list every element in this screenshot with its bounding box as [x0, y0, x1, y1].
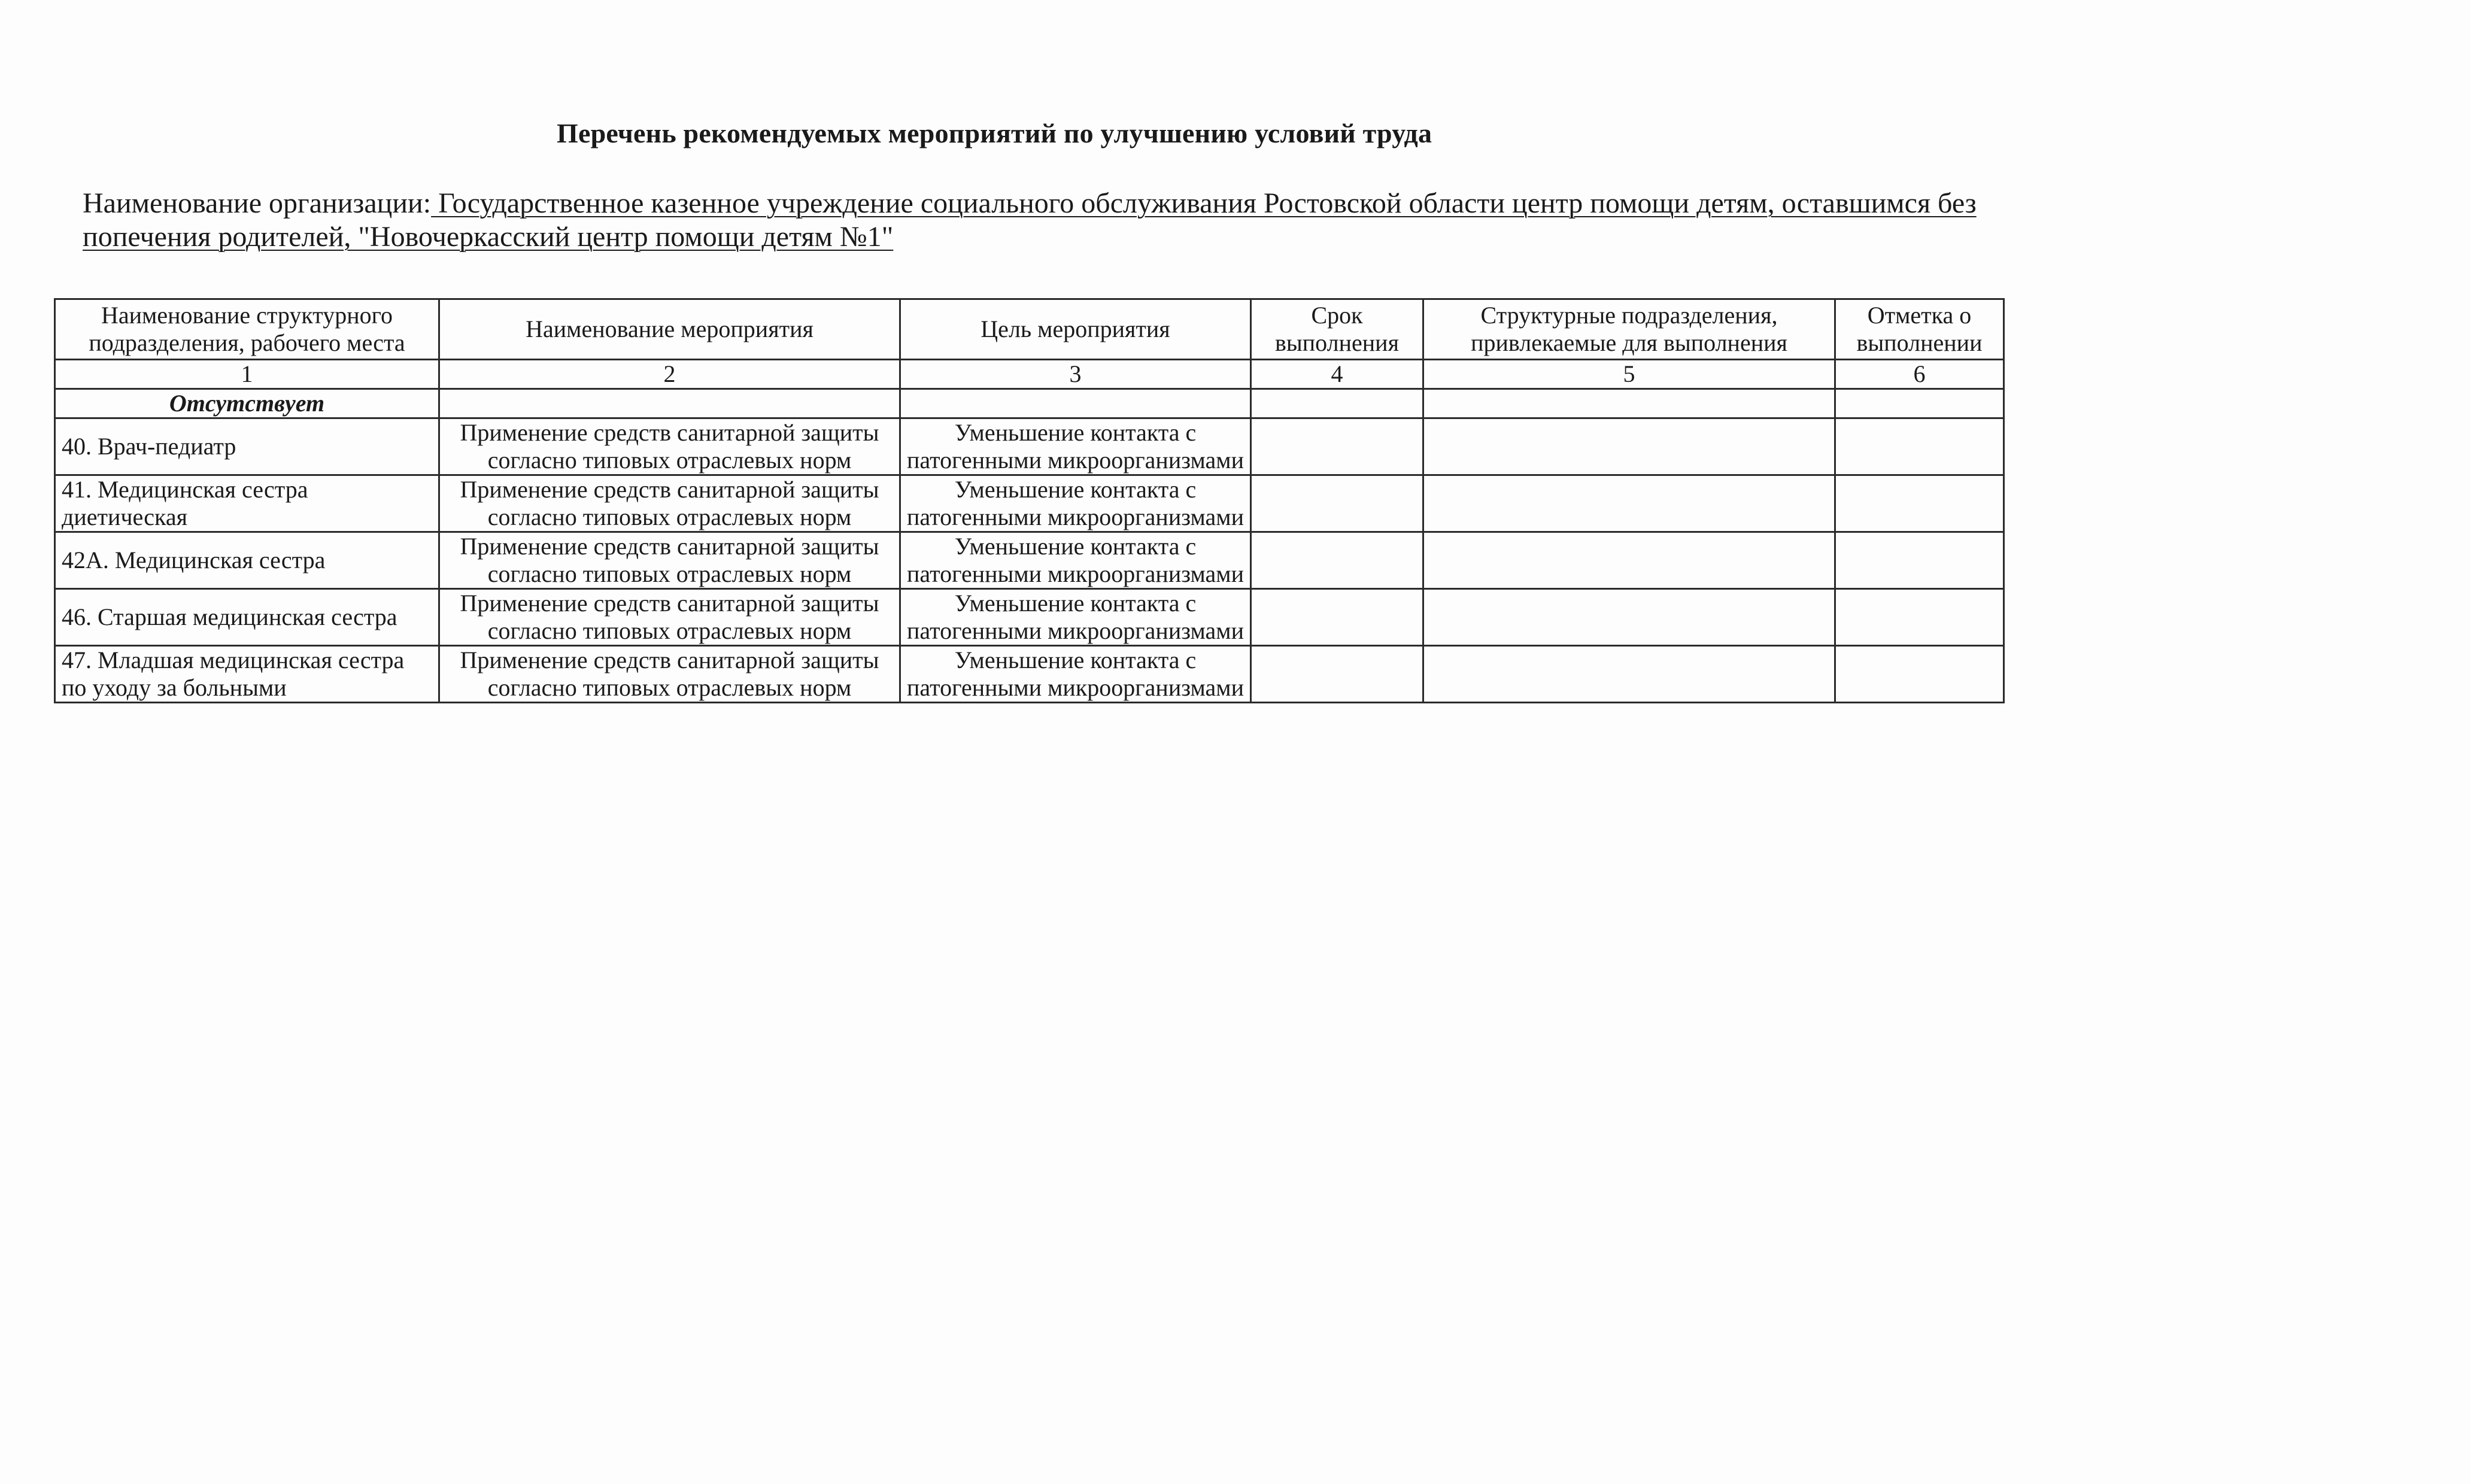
workplace-cell: 47. Младшая медицинская сестра по уходу за больными — [55, 646, 439, 703]
mark-cell — [1835, 589, 2004, 646]
deadline-cell — [1251, 646, 1423, 703]
goal-cell: Уменьшение контакта с патогенными микроорганизмами — [900, 475, 1251, 532]
header-measure: Наименование мероприятия — [439, 299, 900, 360]
measure-cell: Применение средств санитарной защиты согласно типовых отраслевых норм — [439, 646, 900, 703]
column-number: 2 — [439, 360, 900, 389]
organization-block — [83, 187, 1998, 254]
deadline-cell — [1251, 418, 1423, 475]
workplace-cell: 40. Врач-педиатр — [55, 418, 439, 475]
organization-label: Наименование организации: — [83, 187, 432, 219]
mark-cell — [1835, 532, 2004, 589]
header-mark: Отметка о выполнении — [1835, 299, 2004, 360]
units-cell — [1423, 418, 1835, 475]
deadline-cell — [1251, 532, 1423, 589]
column-number: 3 — [900, 360, 1251, 389]
measure-cell: Применение средств санитарной защиты согласно типовых отраслевых норм — [439, 589, 900, 646]
units-cell — [1423, 532, 1835, 589]
goal-cell: Уменьшение контакта с патогенными микроорганизмами — [900, 418, 1251, 475]
table-row — [55, 532, 2004, 589]
header-row — [55, 299, 2004, 360]
measure-cell: Применение средств санитарной защиты согласно типовых отраслевых норм — [439, 532, 900, 589]
table-row — [55, 418, 2004, 475]
section-label: Отсутствует — [55, 389, 439, 418]
goal-cell: Уменьшение контакта с патогенными микроорганизмами — [900, 589, 1251, 646]
workplace-cell: 42А. Медицинская сестра — [55, 532, 439, 589]
goal-cell: Уменьшение контакта с патогенными микроорганизмами — [900, 532, 1251, 589]
organization-name: Государственное казенное учреждение социального обслуживания Ростовской области центр помощи детям, оставшимся без попечения родителей, "Новочеркасский центр помощи детям №1" — [83, 187, 1977, 253]
units-cell — [1423, 589, 1835, 646]
table-row — [55, 475, 2004, 532]
deadline-cell — [1251, 589, 1423, 646]
table-row — [55, 646, 2004, 703]
goal-cell: Уменьшение контакта с патогенными микроорганизмами — [900, 646, 1251, 703]
workplace-cell: 46. Старшая медицинская сестра — [55, 589, 439, 646]
mark-cell — [1835, 646, 2004, 703]
header-deadline: Срок выполнения — [1251, 299, 1423, 360]
measure-cell: Применение средств санитарной защиты согласно типовых отраслевых норм — [439, 475, 900, 532]
header-goal: Цель мероприятия — [900, 299, 1251, 360]
table-cell-empty — [900, 389, 1251, 418]
measures-table — [54, 298, 2005, 703]
section-row — [55, 389, 2004, 418]
mark-cell — [1835, 418, 2004, 475]
document-title: Перечень рекомендуемых мероприятий по улучшению условий труда — [557, 118, 1432, 148]
units-cell — [1423, 646, 1835, 703]
column-number: 6 — [1835, 360, 2004, 389]
mark-cell — [1835, 475, 2004, 532]
header-units: Структурные подразделения, привлекаемые для выполнения — [1423, 299, 1835, 360]
column-number-row — [55, 360, 2004, 389]
measure-cell: Применение средств санитарной защиты согласно типовых отраслевых норм — [439, 418, 900, 475]
table-cell-empty — [1835, 389, 2004, 418]
column-number: 4 — [1251, 360, 1423, 389]
table-cell-empty — [439, 389, 900, 418]
header-place: Наименование структурного подразделения, рабочего места — [55, 299, 439, 360]
workplace-cell: 41. Медицинская сестра диетическая — [55, 475, 439, 532]
table-cell-empty — [1423, 389, 1835, 418]
column-number: 1 — [55, 360, 439, 389]
column-number: 5 — [1423, 360, 1835, 389]
table-row — [55, 589, 2004, 646]
units-cell — [1423, 475, 1835, 532]
table-cell-empty — [1251, 389, 1423, 418]
deadline-cell — [1251, 475, 1423, 532]
